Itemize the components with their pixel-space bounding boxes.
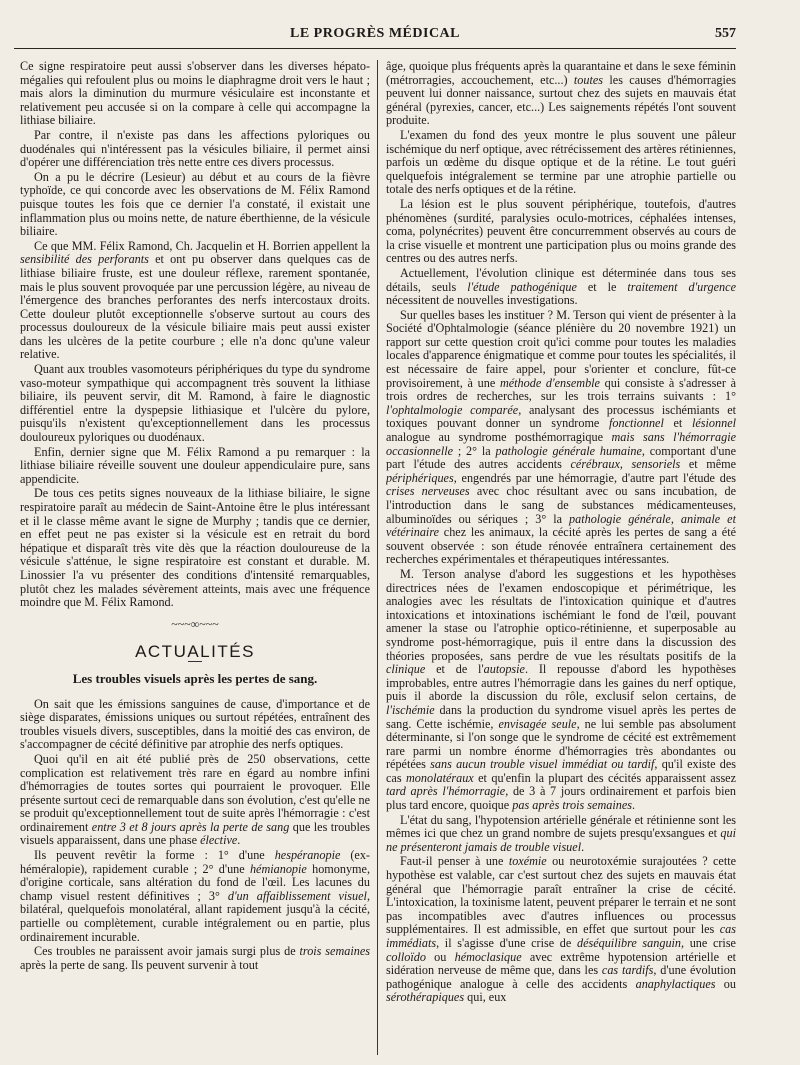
paragraph: La lésion est le plus souvent périphérique, toutefois, d'autres phénomènes (surdité, paralysies oculo-motrices, céphalées intenses, coma, polynécrites) peuvent être concurremment observés au cours de la crise visuelle et montrent une participation plus ou moins grande des centres ou des autres nerfs.: [386, 196, 736, 266]
paragraph: Quant aux troubles vasomoteurs périphériques du type du syndrome vaso-moteur sympathique qui accompagnent très souvent la lithiase biliaire, ils peuvent servir, dit M. Ramond, à faire le diagnostic différentiel entre la dyspepsie lithiasique et l'ulcère du pylore, puisqu'ils n'existent qu'exceptionnellement dans les processus douloureux pyloriques ou duodénaux.: [20, 362, 370, 445]
page-number: 557: [715, 26, 736, 41]
paragraph: Par contre, il n'existe pas dans les affections pyloriques ou duodénales qui n'intéressent pas la vésicules biliaire, il permet ainsi d'opérer une différenciation très nette entre ces divers processus.: [20, 127, 370, 170]
header-rule: [14, 48, 736, 49]
section-rule: [188, 661, 202, 662]
article-title: Les troubles visuels après les pertes de sang.: [72, 670, 318, 686]
journal-title: LE PROGRÈS MÉDICAL: [289, 26, 461, 41]
paragraph: Ils peuvent revêtir la forme : 1° d'une hespéranopie (ex-héméralopie), rapidement curable ; 2° d'une hémianopie homonyme, d'origine corticale, sans altération du fond de l'œil. Les lacunes du champ visuel restent définitives ; 3° d'un affaiblissement visuel, bilatéral, quelquefois monolatéral, allant rapidement jusqu'à la cécité, partielle ou complètement, curable intégralement ou en partie, plus ordinairement incurable.: [20, 848, 370, 944]
paragraph: Quoi qu'il en ait été publié près de 250 observations, cette complication est relativement très rare en égard au nombre infini d'hémorragies de toutes sortes qui pourraient le provoquer. Elle présente surtout ceci de remarquable dans son évolution, c'est qu'elle ne se produit qu'exceptionnellement tout de suite après l'hémorragie : c'est ordinairement entre 3 et 8 jours après la perte de sang que les troubles visuels apparaissent, dans une phase élective.: [20, 751, 370, 848]
right-column: [386, 60, 736, 1060]
paragraph: Sur quelles bases les instituer ? M. Terson qui vient de présenter à la Société d'Ophtalmologie (séance plénière du 20 novembre 1921) un rapport sur cette question croit qu'ici comme pour toutes les maladies locales d'apparence énigmatique et comme pour toutes les spécialités, il est nécessaire de faire appel, pour s'orienter et conclure, fût-ce provisoirement, à une méthode d'ensemble qui consiste à s'adresser à trois ordres de recherches, sur les trois terrains suivants : 1° l'ophtalmologie comparée, analysant des processus ischémiants et toxiques pouvant donner un syndrome fonctionnel et lésionnel analogue au syndrome posthémorragique mais sans l'hémorragie occasionnelle ; 2° la pathologie générale humaine, comportant d'une part l'étude des autres accidents cérébraux, sensoriels et même périphériques, engendrés par une hémorragie, d'autre part l'étude des crises nerveuses avec choc résultant avec ou sans incubation, de l'introduction dans le sang de substances médicamenteuses, albuminoïdes ou sériques ; 3° la pathologie générale, animale et vétérinaire chez les animaux, la cécité après les pertes de sang a été souvent observée : son étude rénovée entraînera certainement des recherches expérimentales et thérapeutiques intéressantes.: [386, 307, 736, 567]
section-title: ACTUALITÉS: [135, 642, 255, 662]
ornamental-separator: ~~~∞~~~: [171, 616, 219, 631]
page-header: [14, 24, 736, 44]
paragraph: Ce signe respiratoire peut aussi s'observer dans les diverses hépato-mégalies qui refoulent plus ou moins le diaphragme droit vers le haut ; mais alors la diminution du murmure vésiculaire est inconstante et relativement peu accusée si on la compare à celle qui accompagne la lithiase biliaire.: [20, 60, 370, 128]
paragraph: âge, quoique plus fréquents après la quarantaine et dans le sexe féminin (métrorragies, accouchement, etc...) toutes les causes d'hémorragies peuvent lui donner naissance, surtout chez des sujets en mauvais état général (pyrexies, cancer, etc...) Les saignements répétés l'ont souvent produite.: [386, 60, 736, 128]
paragraph: L'état du sang, l'hypotension artérielle générale et rétinienne sont les mêmes ici que chez un grand nombre de sujets presqu'exsangues et qui ne présenteront jamais de trouble visuel.: [386, 812, 736, 854]
paragraph: M. Terson analyse d'abord les suggestions et les hypothèses directrices nées de l'examen endoscopique et périmétrique, les analogies avec les résultats de l'intoxication quinique et d'autres intoxications et intoxinations ischémiant le fond de l'œil, pouvant amener la stase ou l'atrophie optico-rétinienne, et superposable au syndrome post-hémorragique, puis il entre dans la discussion des théories proposées, sans perdre de vue les résultats positifs de la clinique et de l'autopsie. Il repousse d'abord les hypothèses improbables, entre autres l'hémorragie dans les gaines du nerf optique, puis il aborde la discussion du rôle, exclusif selon certains, de l'ischémie dans la production du syndrome visuel après les pertes de sang. Cette ischémie, envisagée seule, ne lui semble pas absolument déterminante, si l'on songe que le syndrome de cécité est extrêmement rare parmi un nombre énorme d'hémorragies très abondantes ou répétées sans aucun trouble visuel immédiat ou tardif, qu'il existe des cas monolatéraux et qu'enfin la plupart des cécités apparaissent assez tard après l'hémorragie, de 3 à 7 jours ordinairement et parfois bien plus tard encore, quoique pas après trois semaines.: [386, 566, 736, 813]
paragraph: De tous ces petits signes nouveaux de la lithiase biliaire, le signe respiratoire paraît au médecin de Saint-Antoine être le plus intéressant et il le classe même avant le signe de Murphy ; tandis que ce dernier, en effet peut ne pas exister si la vésicule est en retrait du bord hépatique et disparaît très vite dès que la réaction douloureuse de la vésicule s'atténue, le signe respiratoire est constant et durable. M. Linossier l'a vu présenter des conditions d'intensité remarquables, plutôt chez les malades sévèrement atteints, mais avec une fréquence moindre que M. Félix Ramond.: [20, 486, 370, 610]
paragraph: Faut-il penser à une toxémie ou neurotoxémie surajoutées ? cette hypothèse est valable, car c'est surtout chez des sujets en mauvais état général que l'hémorragie paraît entraîner la crise de cécité. L'intoxication, la toxinisme latent, peuvent préparer le terrain et ne sont pas incompatibles avec d'autres influences ou processus supplémentaires. Il est admissible, en effet que surtout pour les cas immédiats, il s'agisse d'une crise de déséquilibre sanguin, une crise colloïdo ou hémoclasique avec extrême hypotension artérielle et sidération nerveuse de même que, dans les cas tardifs, d'une évolution pathogénique analogue à celle des accidents anaphylactiques ou sérothérapiques qui, eux: [386, 854, 736, 1005]
paragraph: On a pu le décrire (Lesieur) au début et au cours de la fièvre typhoïde, ce qui concorde avec les observations de M. Félix Ramond puisque toutes les fois que ce dernier l'a constaté, il existait une inflammation plus ou moins nette, de nature éberthienne, de la vésicule biliaire.: [20, 169, 370, 239]
paragraph: Enfin, dernier signe que M. Félix Ramond a pu remarquer : la lithiase biliaire réveille souvent une douleur appendiculaire pure, sans appendicite.: [20, 444, 370, 486]
paragraph: Ces troubles ne paraissent avoir jamais surgi plus de trois semaines après la perte de sang. Ils peuvent survenir à tout: [20, 944, 370, 972]
paragraph: L'examen du fond des yeux montre le plus souvent une pâleur ischémique du nerf optique, avec rétrécissement des artères rétiniennes, parfois un œdème du disque optique et de la rétine. Le tout guéri quelquefois intégralement se termine par une atrophie partielle ou totale des nerfs optiques et de la rétine.: [386, 127, 736, 197]
paragraph: Ce que MM. Félix Ramond, Ch. Jacquelin et H. Borrien appellent la sensibilité des perforants et ont pu observer dans quelques cas de lithiase biliaire fruste, est une douleur réflexe, rarement spontanée, mais le plus souvent provoquée par une percussion légère, au niveau de l'émergence des branches perforantes des nerfs intercostaux droits. Cette douleur plutôt exceptionnelle s'observe surtout au cours des processus douloureux de la vésicule biliaire mais peut aussi exister dans les ulcères de la petite courbure ; elle n'a donc qu'une valeur relative.: [20, 238, 370, 362]
paragraph: On sait que les émissions sanguines de cause, d'importance et de siège disparates, émissions uniques ou surtout répétées, entraînent des troubles visuels divers, susceptibles, dans la moitié des cas environ, de s'accompagner de cécité définitive par atrophie des nerfs optiques.: [20, 696, 370, 752]
column-rule: [377, 60, 378, 1055]
paragraph: Actuellement, l'évolution clinique est déterminée dans tous ses détails, seuls l'étude pathogénique et le traitement d'urgence nécessitent de nouvelles investigations.: [386, 265, 736, 308]
left-column: [20, 60, 370, 1060]
